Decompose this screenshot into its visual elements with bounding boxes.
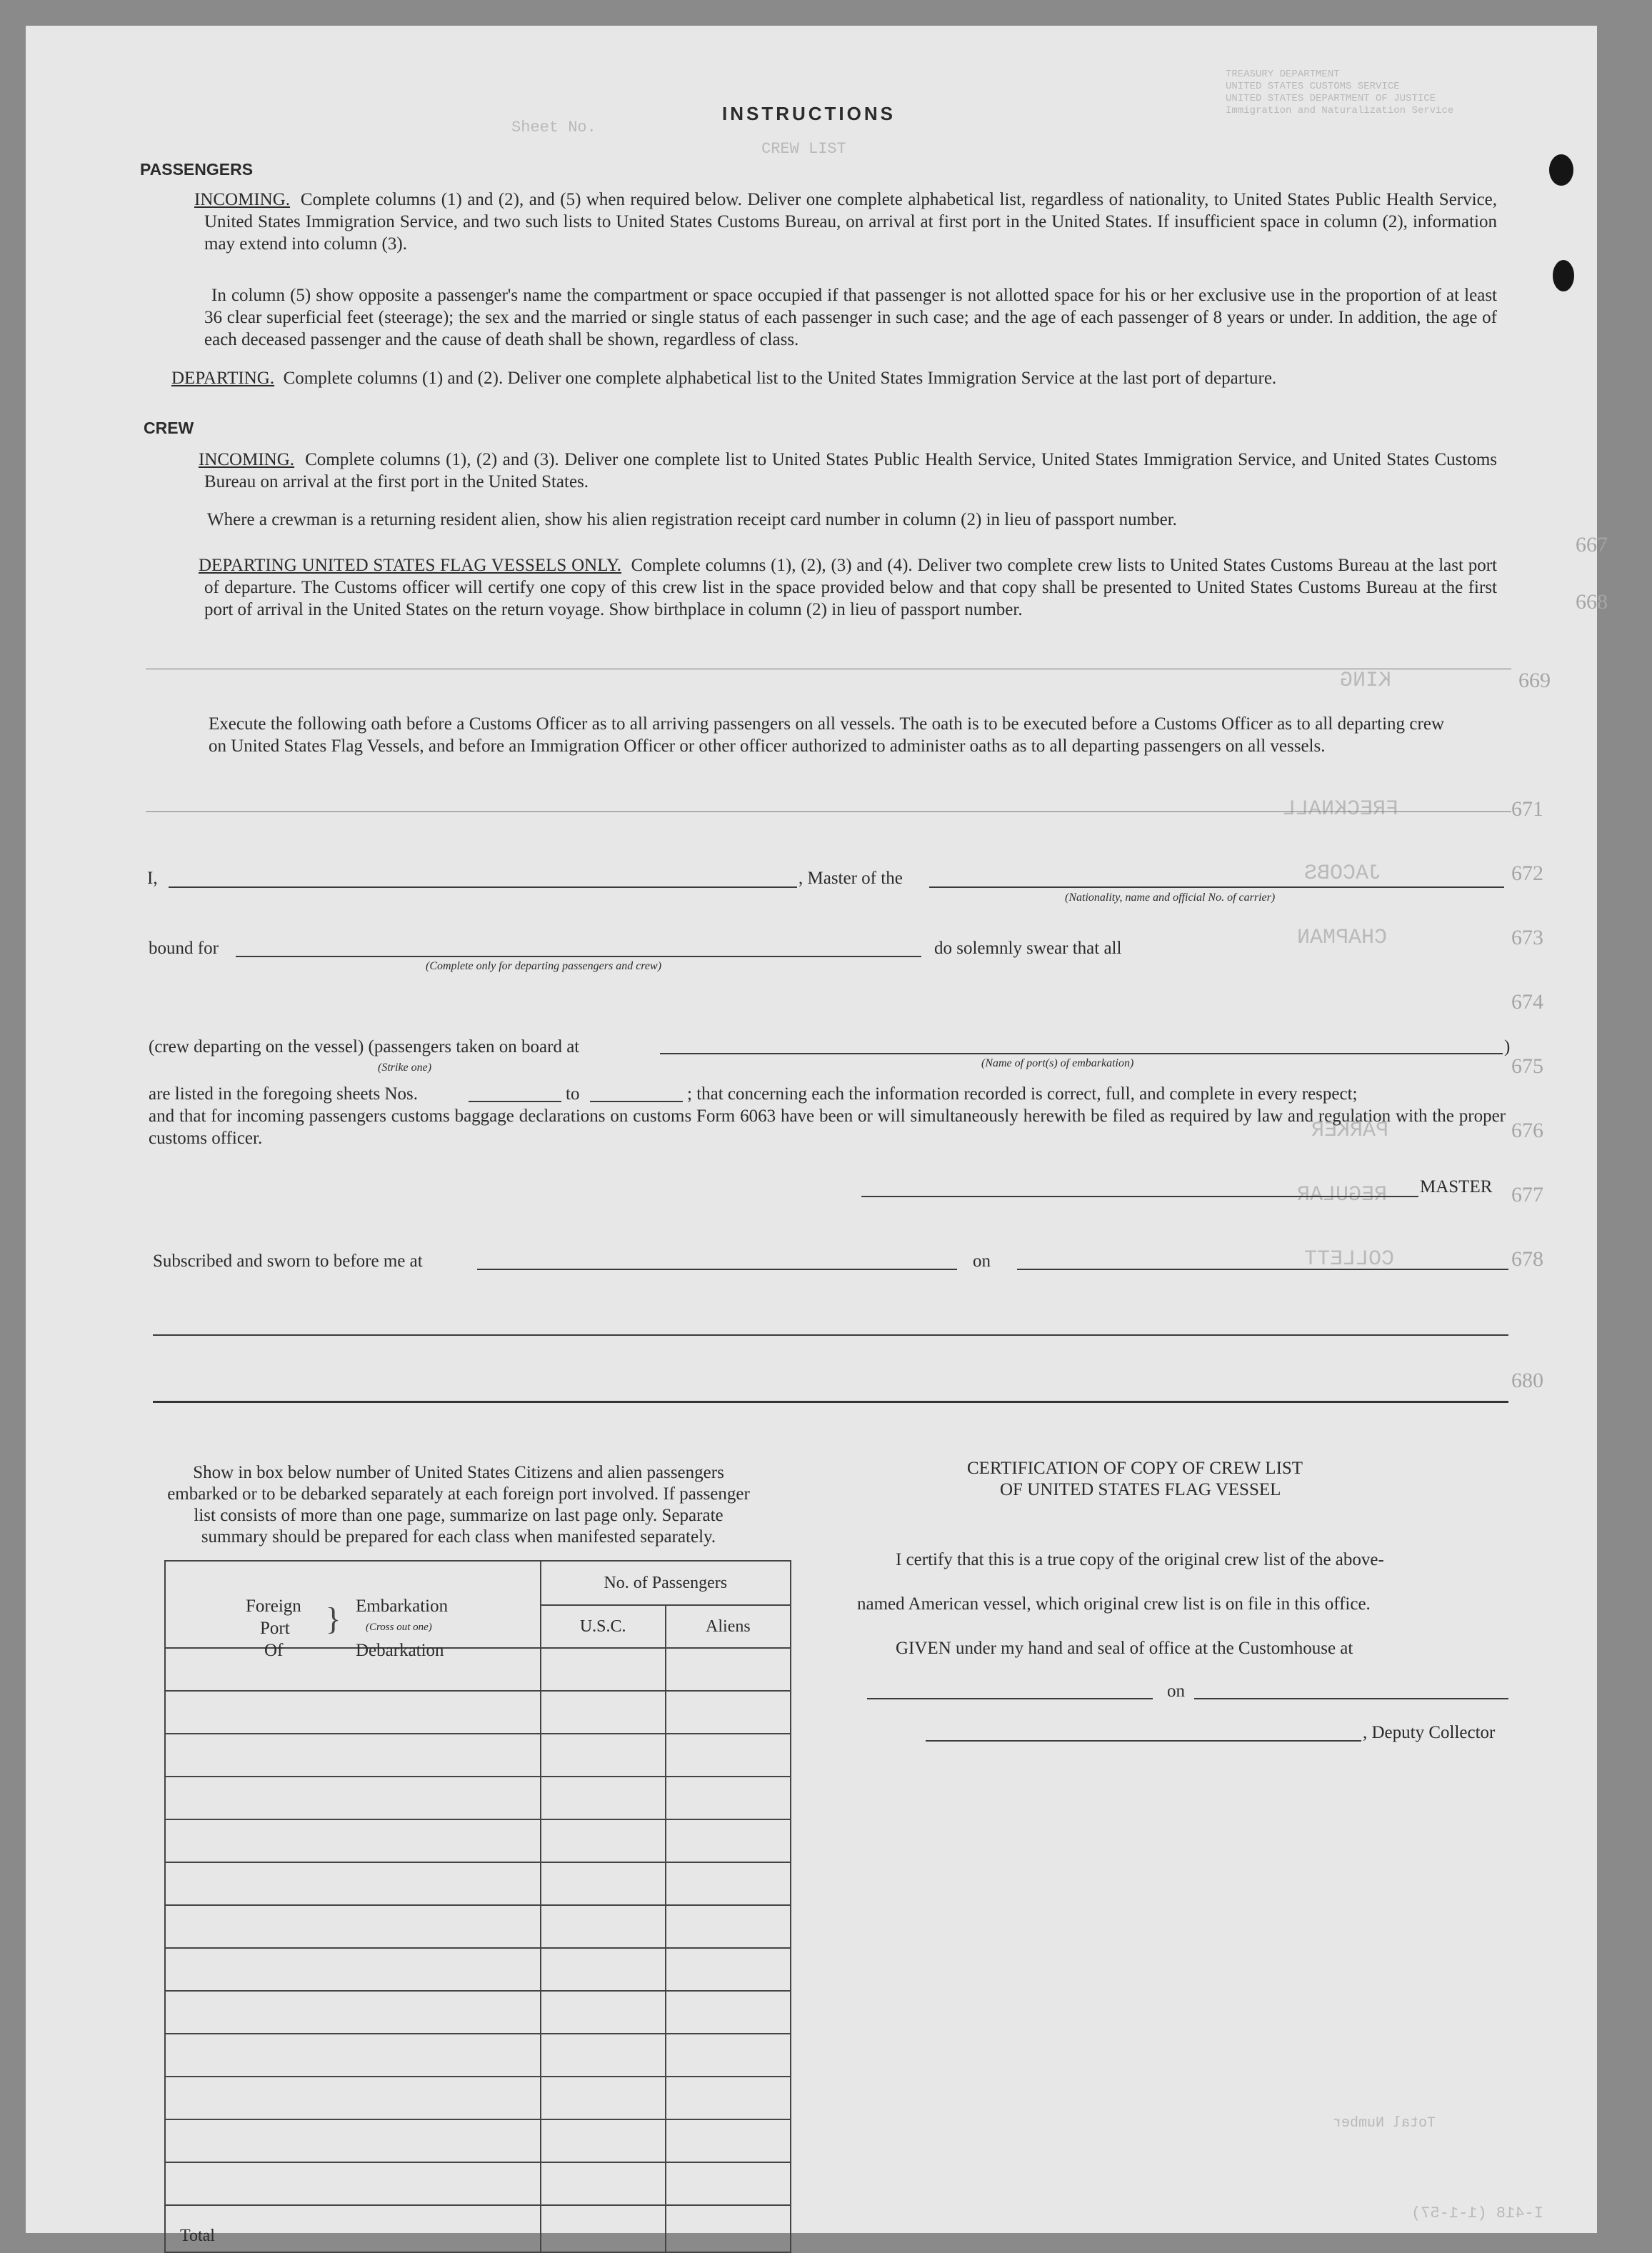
passenger-summary-table bbox=[164, 1560, 791, 2253]
subscribed-on: on bbox=[973, 1252, 991, 1271]
bleed-row-number: 677 bbox=[1511, 1183, 1543, 1207]
header-foreign: Foreign bbox=[246, 1597, 301, 1616]
passengers-column5: In column (5) show opposite a passenger's name the compartment or space occupied if that passenger is not allotted space for his or her exclusive use in the proportion of at least 36 clear superficial feet (steerage); the sex and the married or single status of each passenger in such case; and the age of each passenger of 8 years or under. In addition, the age of each deceased passenger and the cause of death shall be shown, regardless of class. bbox=[204, 286, 1497, 349]
form-sheet bbox=[26, 26, 1608, 2245]
customhouse-place-field[interactable] bbox=[867, 1698, 1153, 1699]
usc-cell[interactable] bbox=[541, 1948, 666, 1991]
aliens-cell[interactable] bbox=[666, 1777, 791, 1819]
usc-cell[interactable] bbox=[541, 1734, 666, 1777]
officer-signature-field[interactable] bbox=[153, 1334, 1508, 1336]
label-crew-incoming: INCOMING. bbox=[199, 450, 295, 469]
header-cross: (Cross out one) bbox=[366, 1622, 432, 1633]
listed-text-b: ; that concerning each the information recorded is correct, full, and complete in every respect; bbox=[687, 1084, 1358, 1104]
port-cell[interactable] bbox=[165, 1777, 541, 1819]
bound-for-hint: (Complete only for departing passengers and crew) bbox=[426, 960, 662, 972]
divider-heavy bbox=[153, 1401, 1508, 1403]
certify-text-a: I certify that this is a true copy of the original crew list of the above- bbox=[896, 1550, 1384, 1569]
usc-cell[interactable] bbox=[541, 1991, 666, 2034]
master-of-label: , Master of the bbox=[799, 869, 903, 888]
usc-cell[interactable] bbox=[541, 1691, 666, 1734]
certify-text-b: named American vessel, which original crew list is on file in this office. bbox=[857, 1594, 1371, 1614]
master-signature-field[interactable] bbox=[861, 1196, 1418, 1197]
total-aliens-cell[interactable] bbox=[666, 2205, 791, 2252]
bleed-name: FRECKNALL bbox=[1283, 797, 1399, 821]
header-debarkation: Debarkation bbox=[356, 1641, 444, 1660]
usc-cell[interactable] bbox=[541, 1648, 666, 1691]
divider bbox=[146, 811, 1511, 812]
bleed-name: KING bbox=[1340, 669, 1392, 693]
bleed-through-title: CREW LIST bbox=[761, 140, 846, 158]
usc-cell[interactable] bbox=[541, 2162, 666, 2205]
page-title: INSTRUCTIONS bbox=[722, 103, 896, 124]
carrier-hint: (Nationality, name and official No. of carrier) bbox=[1065, 891, 1276, 904]
punch-hole bbox=[1549, 154, 1573, 186]
bleed-row-number: 667 bbox=[1576, 533, 1608, 556]
bleed-name: COLLETT bbox=[1304, 1247, 1395, 1272]
listed-to: to bbox=[566, 1084, 580, 1104]
bleed-name: REGULAR bbox=[1297, 1183, 1388, 1207]
sheet-from-field[interactable] bbox=[469, 1101, 561, 1102]
header-port-cell bbox=[165, 1561, 541, 1660]
bleed-row-number: 668 bbox=[1576, 590, 1608, 614]
total-usc-cell[interactable] bbox=[541, 2205, 666, 2252]
bleed-row-number: 674 bbox=[1511, 990, 1543, 1014]
aliens-cell[interactable] bbox=[666, 1862, 791, 1905]
cert-on: on bbox=[1167, 1682, 1185, 1701]
given-text: GIVEN under my hand and seal of office at the Customhouse at bbox=[896, 1639, 1353, 1658]
port-cell[interactable] bbox=[165, 1948, 541, 1991]
oath-i-label: I, bbox=[147, 869, 158, 888]
port-cell[interactable] bbox=[165, 1734, 541, 1777]
bleed-row-number: 673 bbox=[1511, 926, 1543, 949]
bleed-row-number: 671 bbox=[1511, 797, 1543, 821]
swear-text: do solemnly swear that all bbox=[934, 939, 1122, 958]
header-no-passengers: No. of Passengers bbox=[541, 1561, 791, 1605]
aliens-cell[interactable] bbox=[666, 1905, 791, 1948]
section-passengers: PASSENGERS bbox=[140, 160, 254, 179]
master-label: MASTER bbox=[1420, 1177, 1493, 1197]
port-cell[interactable] bbox=[165, 2077, 541, 2119]
bleed-through-header: TREASURY DEPARTMENT UNITED STATES CUSTOMS SERVICE UNITED STATES DEPARTMENT OF JUSTICE Immigration and Naturalization Service bbox=[1226, 69, 1454, 116]
listed-text-c: and that for incoming passengers customs baggage declarations on customs Form 6063 have been or will simultaneously herewith be filed as required by law and regulation with the proper customs officer. bbox=[149, 1106, 1506, 1148]
crew-departing-text: (crew departing on the vessel) (passengers taken on board at bbox=[149, 1037, 580, 1056]
port-cell[interactable] bbox=[165, 1905, 541, 1948]
header-aliens: Aliens bbox=[666, 1605, 791, 1648]
port-cell[interactable] bbox=[165, 2162, 541, 2205]
crew-alien-note: Where a crewman is a returning resident alien, show his alien registration receipt card number in column (2) in lieu of passport number. bbox=[207, 510, 1177, 529]
oath-intro: Execute the following oath before a Customs Officer as to all arriving passengers on all vessels. The oath is to be executed before a Customs Officer as to all departing crew on United States Flag Vessels, and before an Immigration Officer or other officer authorized to administer oaths as to all departing passengers on all vessels. bbox=[209, 714, 1444, 756]
sheet-to-field[interactable] bbox=[590, 1101, 683, 1102]
punch-hole bbox=[1553, 260, 1574, 291]
usc-cell[interactable] bbox=[541, 1862, 666, 1905]
port-cell[interactable] bbox=[165, 2119, 541, 2162]
bleed-row-number: 669 bbox=[1518, 669, 1551, 692]
listed-text-a: are listed in the foregoing sheets Nos. bbox=[149, 1084, 418, 1104]
crew-departing: DEPARTING UNITED STATES FLAG VESSELS ONLY. Complete columns (1), (2), (3) and (4). Deliver two complete crew lists to United States Customs Bureau at the last port of departure. The Customs officer will certify one copy of this crew list in the space provided below and that copy shall be presented to United States Customs Bureau at the first port of arrival in the United States on the return voyage. Show birthplace in column (2) in lieu of passport number. bbox=[199, 556, 1497, 619]
aliens-cell[interactable] bbox=[666, 1991, 791, 2034]
bleed-row-number: 676 bbox=[1511, 1119, 1543, 1142]
bleed-form-number: I-418 (1-1-57) bbox=[1411, 2204, 1543, 2222]
cert-date-field[interactable] bbox=[1194, 1698, 1508, 1699]
usc-cell[interactable] bbox=[541, 1905, 666, 1948]
subscribed-place-field[interactable] bbox=[477, 1269, 957, 1270]
port-cell[interactable] bbox=[165, 1862, 541, 1905]
bleed-name: CHAPMAN bbox=[1297, 926, 1388, 950]
header-of: Of bbox=[264, 1641, 284, 1660]
aliens-cell[interactable] bbox=[666, 1948, 791, 1991]
embarkation-ports-field[interactable] bbox=[660, 1053, 1503, 1054]
deputy-signature-field[interactable] bbox=[926, 1740, 1361, 1742]
bleed-name: JACOBS bbox=[1304, 861, 1382, 886]
deputy-collector-label: , Deputy Collector bbox=[1363, 1723, 1496, 1742]
certification-title-2: OF UNITED STATES FLAG VESSEL bbox=[1000, 1480, 1281, 1499]
aliens-cell[interactable] bbox=[666, 2119, 791, 2162]
usc-cell[interactable] bbox=[541, 2077, 666, 2119]
usc-cell[interactable] bbox=[541, 2119, 666, 2162]
label-crew-departing: DEPARTING UNITED STATES FLAG VESSELS ONLY. bbox=[199, 556, 622, 575]
summary-intro: Show in box below number of United States Citizens and alien passengers embarked or to be debarked separately at each foreign port involved. If passenger list consists of more than one page, summarize on last page only. Separate summary should be prepared for each class when manifested separately. bbox=[167, 1463, 750, 1547]
aliens-cell[interactable] bbox=[666, 2077, 791, 2119]
usc-cell[interactable] bbox=[541, 1819, 666, 1862]
aliens-cell[interactable] bbox=[666, 1819, 791, 1862]
close-paren: ) bbox=[1504, 1037, 1511, 1056]
header-usc: U.S.C. bbox=[541, 1605, 666, 1648]
master-name-field[interactable] bbox=[169, 886, 797, 888]
subscribed-date-field[interactable] bbox=[1017, 1269, 1508, 1270]
port-cell[interactable] bbox=[165, 1991, 541, 2034]
passengers-departing: DEPARTING. Complete columns (1) and (2). Deliver one complete alphabetical list to the United States Immigration Service at the last port of departure. bbox=[171, 369, 1277, 388]
crew-incoming: INCOMING. Complete columns (1), (2) and (3). Deliver one complete list to United States Public Health Service, United States Immigration Service, and United States Customs Bureau on arrival at the first port in the United States. bbox=[199, 450, 1497, 491]
label-incoming: INCOMING. bbox=[194, 190, 291, 209]
aliens-cell[interactable] bbox=[666, 2034, 791, 2077]
total-label: Total bbox=[165, 2205, 541, 2252]
header-embarkation: Embarkation bbox=[356, 1597, 449, 1616]
brace: } bbox=[326, 1602, 341, 1637]
label-departing: DEPARTING. bbox=[171, 369, 275, 388]
aliens-cell[interactable] bbox=[666, 2162, 791, 2205]
bleed-row-number: 678 bbox=[1511, 1247, 1543, 1271]
bleed-name: PARKER bbox=[1311, 1119, 1389, 1143]
bleed-row-number: 672 bbox=[1511, 861, 1543, 885]
bleed-row-number: 680 bbox=[1511, 1369, 1543, 1392]
bound-for-field[interactable] bbox=[236, 956, 921, 957]
port-cell[interactable] bbox=[165, 1819, 541, 1862]
certification-title-1: CERTIFICATION OF COPY OF CREW LIST bbox=[967, 1459, 1303, 1478]
ports-hint: (Name of port(s) of embarkation) bbox=[981, 1057, 1134, 1069]
aliens-cell[interactable] bbox=[666, 1648, 791, 1691]
header-port: Port bbox=[260, 1619, 290, 1638]
section-crew: CREW bbox=[144, 419, 194, 437]
port-cell[interactable] bbox=[165, 1691, 541, 1734]
strike-one-hint: (Strike one) bbox=[378, 1061, 432, 1074]
bound-for-label: bound for bbox=[149, 939, 219, 958]
carrier-field[interactable] bbox=[929, 886, 1504, 888]
port-cell[interactable] bbox=[165, 2034, 541, 2077]
aliens-cell[interactable] bbox=[666, 1734, 791, 1777]
usc-cell[interactable] bbox=[541, 2034, 666, 2077]
bleed-total-number: Total Number bbox=[1333, 2115, 1436, 2132]
bleed-row-number: 675 bbox=[1511, 1054, 1543, 1078]
usc-cell[interactable] bbox=[541, 1777, 666, 1819]
passengers-incoming: INCOMING. Complete columns (1) and (2), and (5) when required below. Deliver one complete alphabetical list, regardless of nationality, to United States Public Health Service, United States Immigration Service, and two such lists to United States Customs Bureau, on arrival at first port in the United States. If insufficient space in column (2), information may extend into column (3). bbox=[194, 190, 1498, 254]
aliens-cell[interactable] bbox=[666, 1691, 791, 1734]
port-cell[interactable] bbox=[165, 1648, 541, 1691]
bleed-through-sheet: Sheet No. bbox=[511, 119, 596, 136]
subscribed-text: Subscribed and sworn to before me at bbox=[153, 1252, 423, 1271]
